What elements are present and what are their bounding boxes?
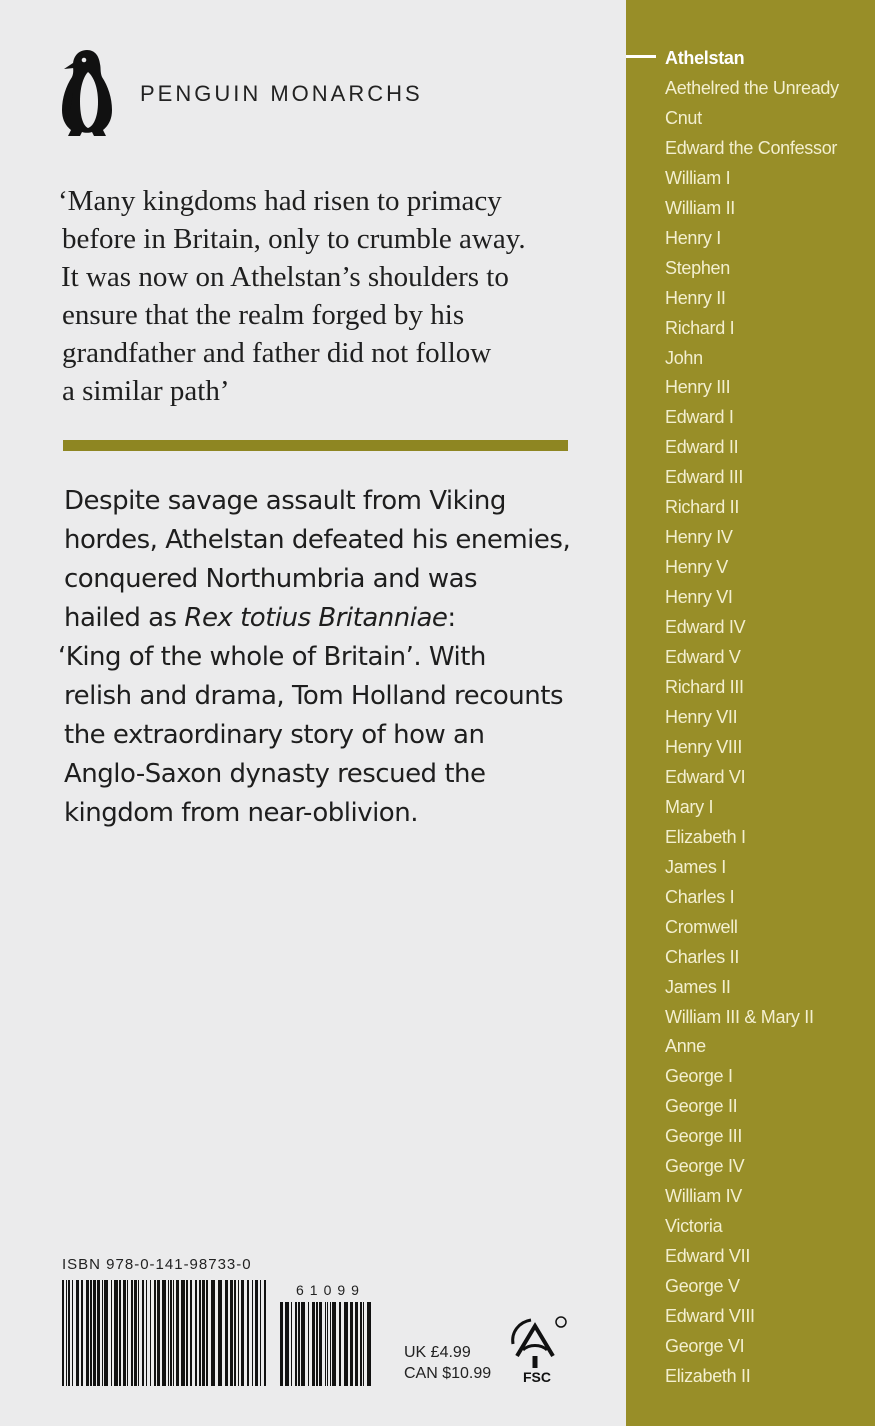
monarch-item: Stephen — [665, 257, 730, 278]
monarch-item: Edward VII — [665, 1246, 751, 1267]
barcode-bar — [252, 1280, 253, 1386]
barcode-bar — [150, 1280, 151, 1386]
monarch-item: Edward IV — [665, 617, 746, 638]
price-can: CAN $10.99 — [404, 1365, 492, 1382]
barcode-bar — [264, 1280, 266, 1386]
barcode-bar — [131, 1280, 133, 1386]
quote-line: before in Britain, only to crumble away. — [62, 223, 526, 255]
monarch-item: Charles II — [665, 946, 740, 967]
monarch-item: Henry V — [665, 557, 728, 578]
barcode-bar — [325, 1302, 326, 1386]
barcode-bar — [355, 1302, 358, 1386]
barcode-bar — [127, 1280, 128, 1386]
monarch-item: Edward I — [665, 407, 734, 428]
barcode-bar — [157, 1280, 160, 1386]
monarch-item: Richard III — [665, 677, 744, 698]
barcode-bar — [72, 1280, 73, 1386]
barcode-bar — [312, 1302, 315, 1386]
barcode-bar — [327, 1302, 328, 1386]
barcode-bar — [330, 1302, 331, 1386]
monarch-item: Victoria — [665, 1216, 723, 1237]
blurb-line — [58, 599, 598, 638]
barcode-bar — [332, 1302, 336, 1386]
monarch-item: Cromwell — [665, 916, 738, 937]
barcode-bar — [154, 1280, 156, 1386]
blurb-line: conquered Northumbria and was — [64, 564, 478, 594]
barcode-icon — [62, 1280, 270, 1386]
barcode-bar — [241, 1280, 244, 1386]
barcode-bar — [339, 1302, 341, 1386]
barcode-bar — [102, 1280, 103, 1386]
barcode-bar — [104, 1280, 108, 1386]
barcode-bar — [344, 1302, 348, 1386]
barcode-bar — [62, 1280, 64, 1386]
barcode-bar — [206, 1280, 208, 1386]
monarch-item: James II — [665, 976, 731, 997]
monarch-item: John — [665, 347, 703, 368]
monarch-item: Aethelred the Unready — [665, 77, 839, 98]
monarch-item: Richard II — [665, 497, 740, 518]
barcode-bar — [363, 1302, 364, 1386]
blurb-line: kingdom from near-oblivion. — [64, 798, 418, 828]
barcode-bar — [186, 1280, 188, 1386]
isbn-text: ISBN 978-0-141-98733-0 — [62, 1256, 252, 1273]
monarch-item: Henry VII — [665, 706, 738, 727]
monarch-item: Richard I — [665, 317, 735, 338]
barcode-bar — [218, 1280, 222, 1386]
barcode-bar — [230, 1280, 233, 1386]
monarch-item: George II — [665, 1096, 738, 1117]
barcode-bar — [360, 1302, 362, 1386]
barcode-bar — [114, 1280, 118, 1386]
barcode-addon-number: 61099 — [296, 1282, 365, 1298]
monarch-item: George I — [665, 1066, 733, 1087]
barcode-bar — [173, 1280, 174, 1386]
fsc-logo-icon — [505, 1314, 569, 1384]
monarch-item-current: Athelstan — [665, 48, 745, 68]
blurb-line: relish and drama, Tom Holland recounts — [64, 681, 564, 711]
fsc-label: FSC — [523, 1369, 551, 1384]
barcode-addon-icon — [280, 1302, 372, 1386]
blurb-line: ‘King of the whole of Britain’. With — [58, 642, 486, 672]
current-marker — [626, 55, 656, 58]
barcode-bar — [162, 1280, 166, 1386]
monarch-item: Edward VI — [665, 766, 746, 787]
monarch-item: George IV — [665, 1156, 745, 1177]
quote-line: ‘Many kingdoms had risen to primacy — [58, 185, 502, 217]
monarch-item: Henry VIII — [665, 736, 743, 757]
barcode-bar — [280, 1302, 283, 1386]
quote-line: It was now on Athelstan’s shoulders to — [61, 261, 509, 293]
barcode-bar — [181, 1280, 185, 1386]
quote-line: ensure that the realm forged by his — [62, 299, 465, 331]
barcode-bar — [170, 1280, 172, 1386]
monarch-item: Anne — [665, 1036, 706, 1057]
barcode-bar — [308, 1302, 309, 1386]
barcode-bar — [285, 1302, 289, 1386]
monarch-item: Elizabeth II — [665, 1365, 751, 1386]
barcode-bar — [176, 1280, 179, 1386]
monarchs-list — [665, 44, 839, 1392]
price-uk: UK £4.99 — [404, 1344, 471, 1361]
monarch-item: William II — [665, 197, 735, 218]
blurb-italic-title: Rex totius Britanniae — [184, 603, 448, 633]
barcode-bar — [68, 1280, 70, 1386]
barcode-bar — [123, 1280, 126, 1386]
barcode-bar — [199, 1280, 201, 1386]
monarch-item: Edward VIII — [665, 1306, 755, 1327]
barcode-bar — [190, 1280, 192, 1386]
brand-name: PENGUIN MONARCHS — [140, 81, 423, 106]
barcode-bar — [195, 1280, 197, 1386]
monarch-item: Edward II — [665, 437, 739, 458]
monarch-item: William III & Mary II — [665, 1006, 814, 1027]
monarch-item: Elizabeth I — [665, 826, 746, 847]
blurb-line: Anglo-Saxon dynasty rescued the — [64, 759, 486, 789]
monarch-item: Henry III — [665, 377, 731, 398]
barcode-bar — [97, 1280, 100, 1386]
barcode-bar — [76, 1280, 79, 1386]
barcode-bar — [238, 1280, 239, 1386]
barcode-bar — [138, 1280, 139, 1386]
barcode-bar — [93, 1280, 96, 1386]
barcode-bar — [211, 1280, 215, 1386]
quote-line: a similar path’ — [62, 375, 230, 407]
monarch-item: Cnut — [665, 107, 702, 128]
barcode-bar — [111, 1280, 112, 1386]
barcode-bar — [146, 1280, 147, 1386]
monarch-item: William I — [665, 167, 731, 188]
blurb — [58, 482, 598, 833]
barcode-bar — [260, 1280, 261, 1386]
monarch-item: George VI — [665, 1335, 745, 1356]
blurb-line: the extraordinary story of how an — [64, 720, 485, 750]
penguin-logo-icon — [58, 46, 116, 142]
barcode-bar — [81, 1280, 83, 1386]
barcode-bar — [301, 1302, 305, 1386]
monarch-item: Henry II — [665, 287, 726, 308]
barcode-bar — [298, 1302, 300, 1386]
monarch-item: James I — [665, 856, 726, 877]
barcode-bar — [319, 1302, 322, 1386]
blurb-text: : — [447, 603, 456, 633]
quote-line: grandfather and father did not follow — [62, 337, 492, 369]
monarch-item: Mary I — [665, 796, 714, 817]
barcode-bar — [350, 1302, 353, 1386]
pull-quote — [58, 182, 578, 410]
monarch-item: George III — [665, 1126, 743, 1147]
barcode-bar — [86, 1280, 89, 1386]
barcode-bar — [316, 1302, 318, 1386]
blurb-line: hordes, Athelstan defeated his enemies, — [64, 525, 571, 555]
barcode-bar — [134, 1280, 137, 1386]
barcode-bar — [90, 1280, 92, 1386]
barcode-bar — [119, 1280, 121, 1386]
monarch-item: Edward V — [665, 647, 741, 668]
barcode-bar — [168, 1280, 169, 1386]
barcode-bar — [66, 1280, 67, 1386]
monarch-item: Edward III — [665, 467, 744, 488]
monarch-item: Henry VI — [665, 587, 733, 608]
barcode-bar — [255, 1280, 258, 1386]
monarch-item: William IV — [665, 1186, 742, 1207]
monarch-item: Edward the Confessor — [665, 137, 838, 158]
blurb-text: hailed as — [64, 603, 185, 633]
blurb-line: Despite savage assault from Viking — [64, 486, 506, 516]
barcode-bar — [247, 1280, 249, 1386]
divider-rule — [63, 440, 568, 451]
monarch-item: Henry IV — [665, 527, 733, 548]
monarch-item: George V — [665, 1276, 740, 1297]
barcode-bar — [202, 1280, 205, 1386]
barcode-bar — [234, 1280, 236, 1386]
monarch-item: Charles I — [665, 886, 735, 907]
barcode-bar — [367, 1302, 371, 1386]
monarch-item: Henry I — [665, 227, 721, 248]
price-block — [404, 1342, 491, 1384]
barcode-bar — [291, 1302, 292, 1386]
barcode-bar — [225, 1280, 228, 1386]
barcode-bar — [295, 1302, 297, 1386]
barcode-bar — [142, 1280, 144, 1386]
brand — [58, 46, 423, 142]
